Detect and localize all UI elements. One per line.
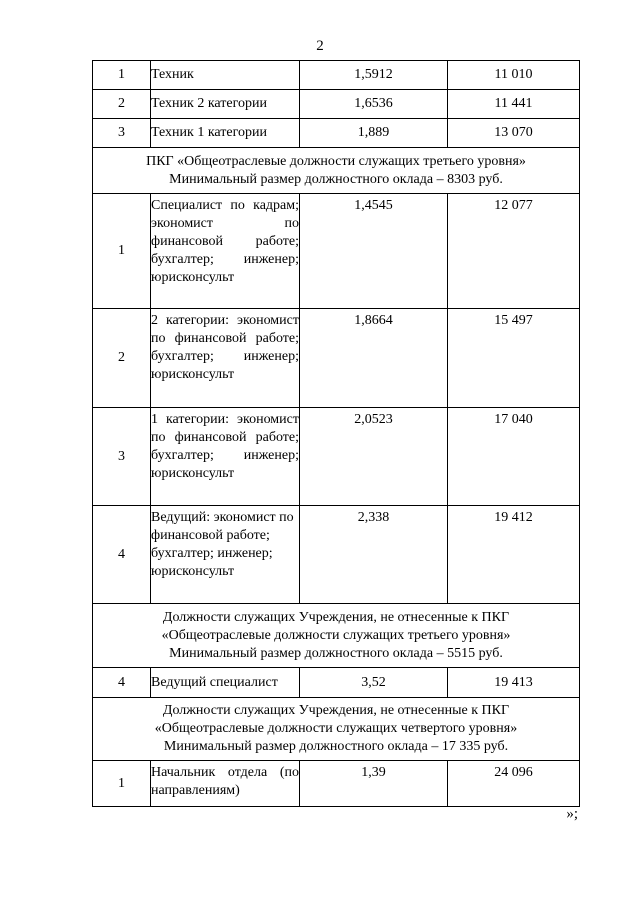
position-name: Ведущий: экономист по финансовой работе; бухгалтер; инженер; юрисконсульт xyxy=(151,506,300,604)
row-number: 4 xyxy=(93,506,151,604)
section-header-row xyxy=(93,698,580,761)
table-row xyxy=(93,506,580,604)
table-row xyxy=(93,61,580,90)
section-header xyxy=(93,604,580,668)
table-row xyxy=(93,90,580,119)
row-number: 2 xyxy=(93,90,151,119)
coefficient: 1,4545 xyxy=(300,194,448,309)
position-name: Начальник отдела (по направлениям) xyxy=(151,761,300,807)
coefficient: 1,5912 xyxy=(300,61,448,90)
table-row xyxy=(93,309,580,408)
coefficient: 2,0523 xyxy=(300,408,448,506)
row-number: 3 xyxy=(93,119,151,148)
salary: 11 441 xyxy=(448,90,580,119)
row-number: 1 xyxy=(93,761,151,807)
coefficient: 2,338 xyxy=(300,506,448,604)
coefficient: 1,39 xyxy=(300,761,448,807)
coefficient: 1,8664 xyxy=(300,309,448,408)
salary-table xyxy=(92,60,580,807)
salary: 17 040 xyxy=(448,408,580,506)
closing-quote-mark: »; xyxy=(566,806,578,822)
table-row xyxy=(93,761,580,807)
section-header xyxy=(93,148,580,194)
salary: 11 010 xyxy=(448,61,580,90)
section-header-row xyxy=(93,148,580,194)
table-row xyxy=(93,668,580,698)
section-header-line: ПКГ «Общеотраслевые должности служащих третьего уровня» xyxy=(146,153,526,169)
row-number: 3 xyxy=(93,408,151,506)
row-number: 2 xyxy=(93,309,151,408)
section-header-line: Минимальный размер должностного оклада – 5515 руб. xyxy=(169,645,503,661)
row-number: 1 xyxy=(93,194,151,309)
section-header-row xyxy=(93,604,580,668)
coefficient: 3,52 xyxy=(300,668,448,698)
salary: 15 497 xyxy=(448,309,580,408)
section-header-line: Должности служащих Учреждения, не отнесенные к ПКГ xyxy=(162,609,510,625)
position-name: Техник 1 категории xyxy=(151,119,300,148)
table-row xyxy=(93,119,580,148)
salary: 12 077 xyxy=(448,194,580,309)
salary: 19 412 xyxy=(448,506,580,604)
position-name: Техник xyxy=(151,61,300,90)
position-name: Техник 2 категории xyxy=(151,90,300,119)
salary: 13 070 xyxy=(448,119,580,148)
table-row xyxy=(93,408,580,506)
section-header-line: Должности служащих Учреждения, не отнесенные к ПКГ xyxy=(162,703,510,718)
section-header xyxy=(93,698,580,761)
position-name: Ведущий специалист xyxy=(151,668,300,698)
section-header-line: Минимальный размер должностного оклада – 17 335 руб. xyxy=(163,739,509,754)
row-number: 4 xyxy=(93,668,151,698)
section-header-line: «Общеотраслевые должности служащих третьего уровня» xyxy=(161,627,511,643)
position-name: 2 категории: экономист по финансовой работе; бухгалтер; инженер; юрисконсульт xyxy=(151,309,300,408)
position-name: 1 категории: экономист по финансовой работе; бухгалтер; инженер; юрисконсульт xyxy=(151,408,300,506)
coefficient: 1,6536 xyxy=(300,90,448,119)
row-number: 1 xyxy=(93,61,151,90)
position-name: Специалист по кадрам; экономист по финансовой работе; бухгалтер; инженер; юрисконсульт xyxy=(151,194,300,309)
coefficient: 1,889 xyxy=(300,119,448,148)
table-row xyxy=(93,194,580,309)
salary: 19 413 xyxy=(448,668,580,698)
section-header-line: «Общеотраслевые должности служащих четвертого уровня» xyxy=(154,721,518,736)
section-header-line: Минимальный размер должностного оклада – 8303 руб. xyxy=(169,171,503,187)
salary: 24 096 xyxy=(448,761,580,807)
page-number: 2 xyxy=(316,38,324,54)
